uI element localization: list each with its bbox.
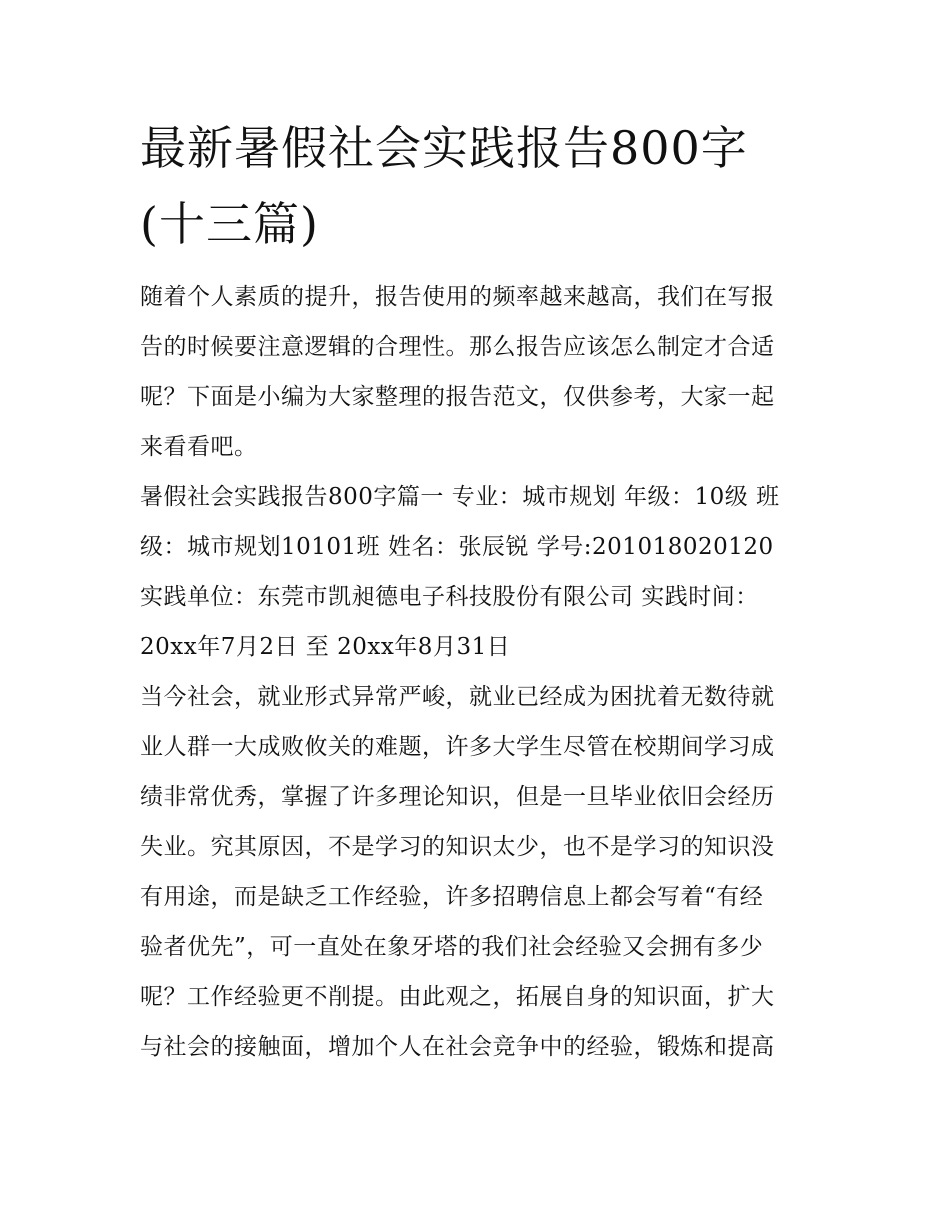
paragraph-intro	[140, 272, 820, 472]
text-line: 20xx年7月2日 至 20xx年8月31日	[140, 634, 511, 660]
paragraph-practice-info	[140, 572, 820, 672]
paragraph-body	[140, 672, 820, 1072]
text-line: 呢？下面是小编为大家整理的报告范文，仅供参考，大家一起	[140, 384, 775, 410]
document-page	[140, 110, 820, 1072]
text-line: 实践单位：东莞市凯昶德电子科技股份有限公司 实践时间：	[140, 584, 759, 610]
text-line: 失业。究其原因，不是学习的知识太少，也不是学习的知识没	[140, 834, 775, 860]
title-line-2: (十三篇)	[140, 197, 319, 251]
document-title	[140, 110, 820, 262]
title-line-1: 最新暑假社会实践报告800字	[140, 121, 748, 175]
text-line: 随着个人素质的提升，报告使用的频率越来越高，我们在写报	[140, 284, 775, 310]
text-line: 验者优先”，可一直处在象牙塔的我们社会经验又会拥有多少	[140, 934, 764, 960]
text-line: 有用途，而是缺乏工作经验，许多招聘信息上都会写着“有经	[140, 884, 764, 910]
text-line: 告的时候要注意逻辑的合理性。那么报告应该怎么制定才合适	[140, 334, 775, 360]
text-line: 当今社会，就业形式异常严峻，就业已经成为困扰着无数待就	[140, 684, 775, 710]
text-line: 呢？工作经验更不削提。由此观之，拓展自身的知识面，扩大	[140, 984, 775, 1010]
text-line: 暑假社会实践报告800字篇一 专业：城市规划 年级：10级 班	[140, 484, 780, 510]
text-line: 来看看吧。	[140, 434, 258, 460]
text-line: 与社会的接触面，增加个人在社会竞争中的经验，锻炼和提高	[140, 1034, 775, 1060]
text-line: 业人群一大成败攸关的难题，许多大学生尽管在校期间学习成	[140, 734, 775, 760]
text-line: 绩非常优秀，掌握了许多理论知识，但是一旦毕业依旧会经历	[140, 784, 775, 810]
paragraph-student-info	[140, 472, 820, 572]
text-line: 级：城市规划10101班 姓名：张辰锐 学号:201018020120	[140, 534, 774, 560]
